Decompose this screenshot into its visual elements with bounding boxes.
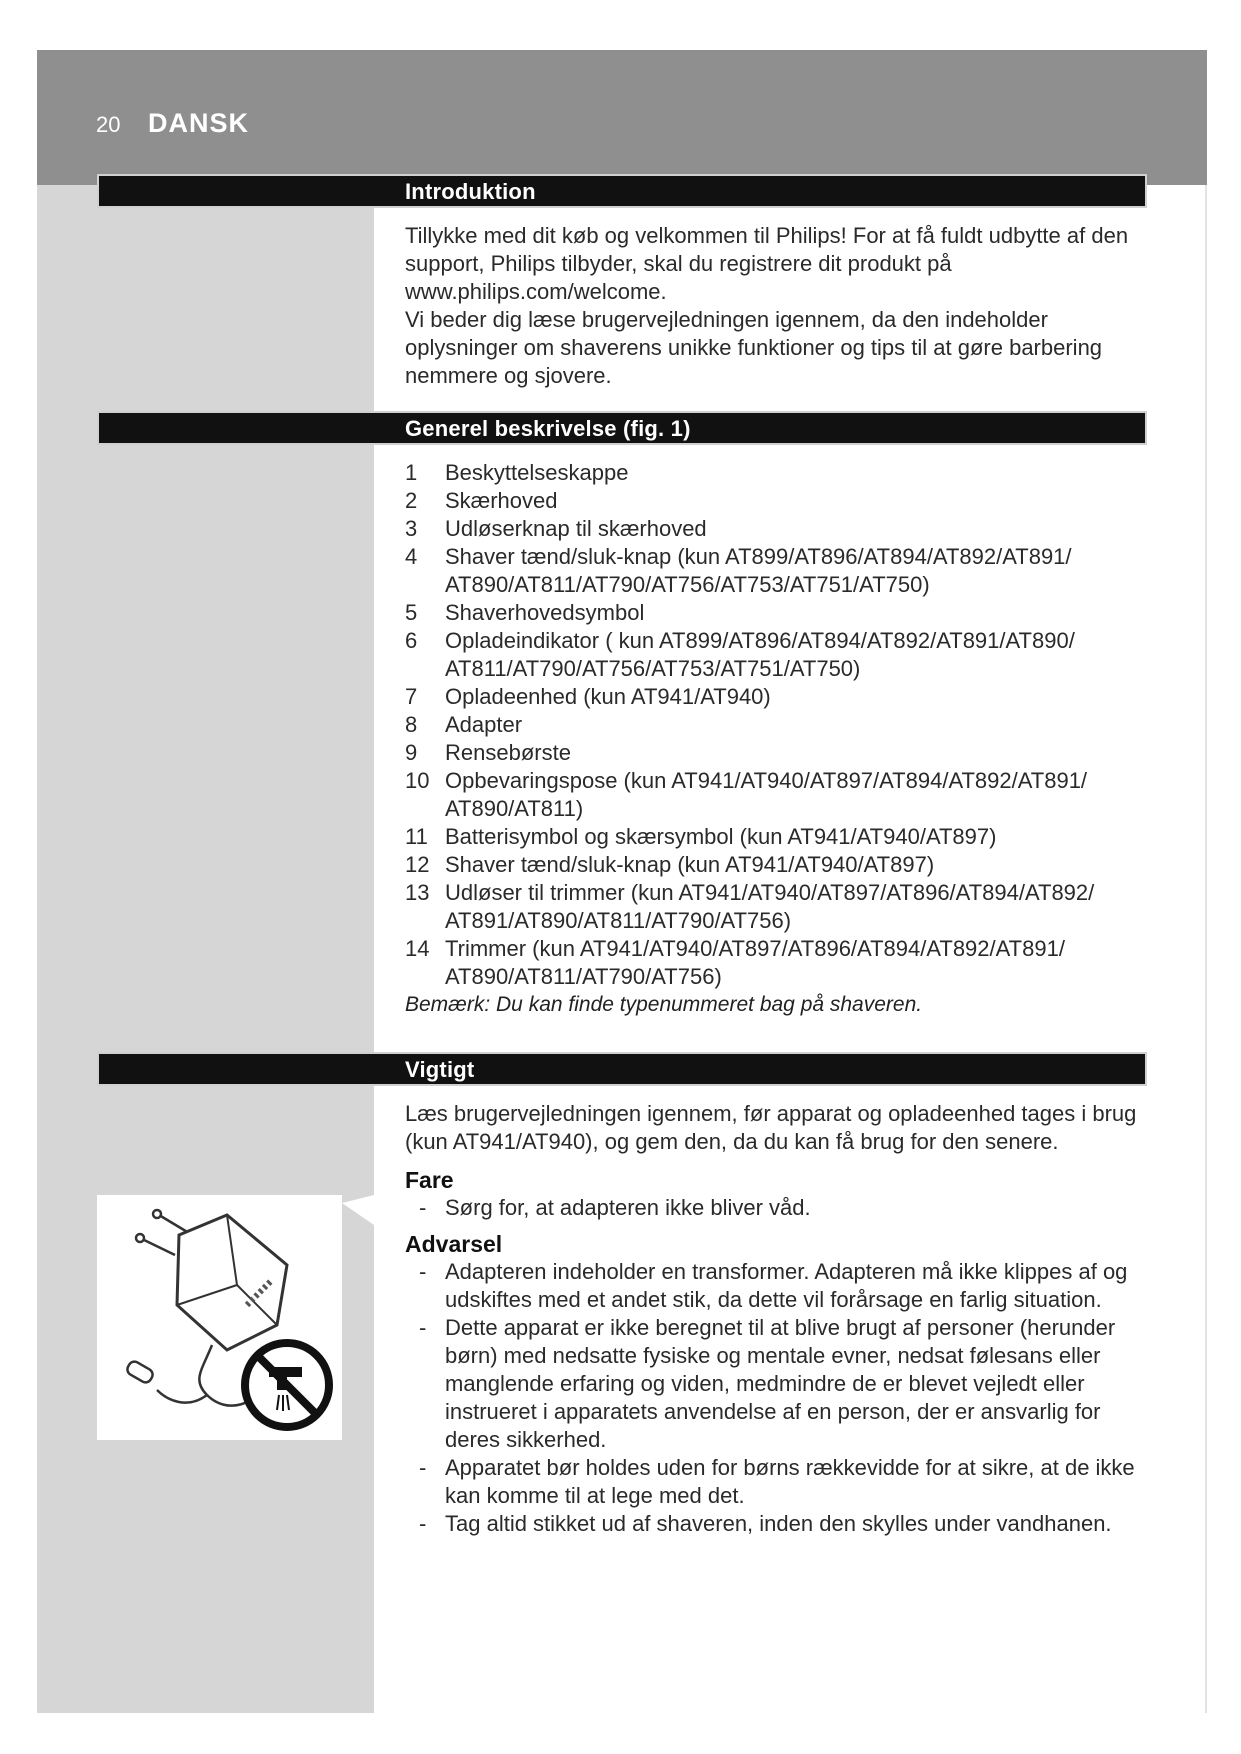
- list-item: 14 Trimmer (kun AT941/AT940/AT897/AT896/AT894/AT892/AT891/ AT890/AT811/AT790/AT756): [405, 936, 1065, 989]
- type-number-note: Bemærk: Du kan finde typenummeret bag på shaveren.: [405, 993, 923, 1016]
- list-item: - Tag altid stikket ud af shaveren, inden den skylles under vandhanen.: [419, 1511, 1112, 1536]
- page-number: 20: [96, 112, 121, 137]
- section-bar-important: [97, 1052, 1147, 1086]
- list-item: 10 Opbevaringspose (kun AT941/AT940/AT897/AT894/AT892/AT891/ AT890/AT811): [405, 768, 1088, 821]
- section-title-general: Generel beskrivelse (fig. 1): [405, 416, 691, 441]
- list-item: 8 Adapter: [405, 712, 523, 737]
- list-item: 7 Opladeenhed (kun AT941/AT940): [405, 684, 771, 709]
- list-item: 12 Shaver tænd/sluk-knap (kun AT941/AT940/AT897): [405, 852, 935, 877]
- list-item: 6 Opladeindikator ( kun AT899/AT896/AT894/AT892/AT891/AT890/ AT811/AT790/AT756/AT753/AT751/AT750): [405, 628, 1075, 681]
- list-item: 4 Shaver tænd/sluk-knap (kun AT899/AT896/AT894/AT892/AT891/ AT890/AT811/AT790/AT756/AT753/AT751/AT750): [405, 544, 1072, 597]
- illustration-callout-arrow: [342, 1195, 374, 1240]
- list-item: - Apparatet bør holdes uden for børns rækkevidde for at sikre, at de ikke kan komme til at lege med det.: [419, 1455, 1135, 1508]
- section-title-intro: Introduktion: [405, 179, 536, 204]
- list-item: 3 Udløserknap til skærhoved: [405, 516, 707, 541]
- important-text: [405, 1100, 1155, 1546]
- adapter-no-water-icon: [97, 1195, 342, 1440]
- section-title-important: Vigtigt: [405, 1057, 475, 1082]
- important-intro: Læs brugervejledningen igennem, før apparat og opladeenhed tages i brug (kun AT941/AT940), og gem den, da du kan få brug for den senere.: [405, 1101, 1137, 1154]
- list-item: - Sørg for, at adapteren ikke bliver våd.: [419, 1195, 811, 1220]
- parts-list: [405, 459, 1155, 991]
- general-description: [405, 459, 1155, 1019]
- section-bar-general: [97, 411, 1147, 445]
- list-item: 5 Shaverhovedsymbol: [405, 600, 645, 625]
- language-title: DANSK: [148, 108, 250, 138]
- warning-list: [405, 1258, 1155, 1538]
- list-item: - Adapteren indeholder en transformer. Adapteren må ikke klippes af og udskiftes med et andet stik, da dette vil forårsage en farlig situation.: [419, 1259, 1128, 1312]
- list-item: 11 Batterisymbol og skærsymbol (kun AT941/AT940/AT897): [405, 824, 997, 849]
- warning-heading: Advarsel: [405, 1231, 503, 1257]
- intro-paragraph: Vi beder dig læse brugervejledningen igennem, da den indeholder oplysninger om shaverens unikke funktioner og tips til at gøre barbering nemmere og sjovere.: [405, 307, 1103, 388]
- list-item: 13 Udløser til trimmer (kun AT941/AT940/AT897/AT896/AT894/AT892/ AT891/AT890/AT811/AT790/AT756): [405, 880, 1095, 933]
- right-margin-rule: [1205, 185, 1207, 1713]
- danger-heading: Fare: [405, 1167, 454, 1193]
- danger-list: [405, 1194, 1155, 1222]
- list-item: 1 Beskyttelseskappe: [405, 460, 629, 485]
- intro-text: [405, 222, 1155, 390]
- list-item: 9 Rensebørste: [405, 740, 571, 765]
- adapter-illustration: [97, 1195, 342, 1440]
- section-bar-intro: [97, 174, 1147, 208]
- list-item: - Dette apparat er ikke beregnet til at blive brugt af personer (herunder børn) med nedsatte fysiske og mentale evner, nedsat følesans eller manglende erfaring og viden, medmindre de er blevet vejledt eller instrueret i apparatets anvendelse af en person, der er ansvarlig for deres sikkerhed.: [419, 1315, 1116, 1452]
- intro-paragraph: Tillykke med dit køb og velkommen til Philips! For at få fuldt udbytte af den support, Philips tilbyder, skal du registrere dit produkt på www.philips.com/welcome.: [405, 223, 1129, 304]
- list-item: 2 Skærhoved: [405, 488, 558, 513]
